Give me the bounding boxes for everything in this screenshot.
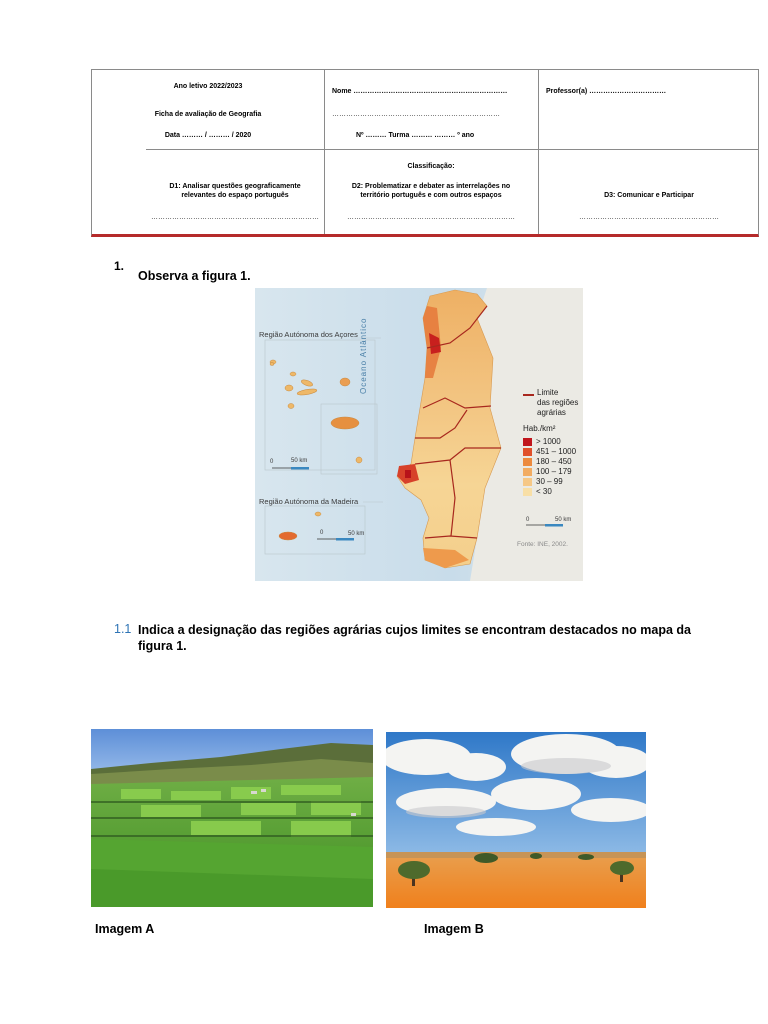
ocean-label: Oceano Atlântico bbox=[359, 317, 368, 394]
scale-label: 50 km bbox=[291, 458, 308, 464]
name-field[interactable]: Nome ………………………………………………………… bbox=[332, 88, 508, 95]
question-number: 1. bbox=[114, 259, 125, 273]
d2-score-field[interactable]: ……………………………………………………………… bbox=[347, 214, 515, 221]
d2-line2: território português e com outros espaços bbox=[360, 192, 502, 199]
number-class-field[interactable]: Nº ……… Turma ……… ……… º ano bbox=[356, 132, 475, 139]
teacher-field[interactable]: Professor(a) …………………………… bbox=[546, 88, 667, 95]
image-a-caption: Imagem A bbox=[95, 922, 155, 936]
population-density-map bbox=[255, 288, 583, 581]
d3-score-field[interactable]: …………………………………………………… bbox=[579, 214, 719, 221]
date-field[interactable]: Data ……… / ……… / 2020 bbox=[164, 132, 252, 139]
d1-score-field[interactable]: ……………………………………………………………… bbox=[151, 214, 319, 221]
legend-label: > 1000 bbox=[536, 437, 561, 446]
table-divider bbox=[324, 70, 325, 234]
question-text-line1: Indica a designação das regiões agrárias cujos limites se encontram destacados no mapa da bbox=[138, 623, 691, 637]
question-text-line2: figura 1. bbox=[138, 639, 187, 653]
legend-swatch bbox=[523, 478, 532, 486]
d2-line1: D2: Problematizar e debater as interrelações no bbox=[351, 183, 511, 190]
legend-unit: Hab./km² bbox=[523, 424, 556, 433]
legend-limit-label: agrárias bbox=[537, 408, 566, 417]
scale-label: 50 km bbox=[555, 517, 572, 523]
evaluation-header-table bbox=[91, 69, 759, 237]
table-divider bbox=[538, 70, 539, 234]
legend-label: < 30 bbox=[536, 487, 552, 496]
legend-label: 451 – 1000 bbox=[536, 447, 577, 456]
table-divider bbox=[146, 149, 758, 150]
legend-swatch bbox=[523, 438, 532, 446]
legend-limit-label: das regiões bbox=[537, 398, 579, 407]
legend-label: 100 – 179 bbox=[536, 467, 572, 476]
question-number: 1.1 bbox=[114, 622, 132, 636]
legend-label: 30 – 99 bbox=[536, 477, 563, 486]
d3-label: D3: Comunicar e Participar bbox=[604, 192, 694, 199]
legend-swatch bbox=[523, 448, 532, 456]
image-b-photo bbox=[386, 732, 646, 908]
legend-swatch bbox=[523, 468, 532, 476]
name-field-continuation[interactable]: ……………………………………………………………… bbox=[332, 111, 500, 118]
d1-line1: D1: Analisar questões geograficamente bbox=[169, 183, 301, 190]
legend-swatch bbox=[523, 488, 532, 496]
scale-zero: 0 bbox=[270, 459, 274, 465]
image-b-caption: Imagem B bbox=[424, 922, 484, 936]
map-source: Fonte: INE, 2002. bbox=[517, 541, 568, 548]
d1-line2: relevantes do espaço português bbox=[181, 192, 289, 199]
sheet-title: Ficha de avaliação de Geografia bbox=[154, 111, 262, 118]
classification-label: Classificação: bbox=[407, 163, 455, 170]
question-text: Observa a figura 1. bbox=[138, 269, 251, 283]
legend-label: 180 – 450 bbox=[536, 457, 572, 466]
scale-zero: 0 bbox=[320, 530, 324, 536]
madeira-label: Região Autónoma da Madeira bbox=[259, 497, 359, 506]
legend-limit-label: Limite bbox=[537, 388, 559, 397]
scale-zero: 0 bbox=[526, 517, 530, 523]
azores-label: Região Autónoma dos Açores bbox=[259, 330, 358, 339]
scale-label: 50 km bbox=[348, 531, 365, 537]
legend-swatch bbox=[523, 458, 532, 466]
school-year: Ano letivo 2022/2023 bbox=[173, 83, 243, 90]
image-a-photo bbox=[91, 729, 373, 907]
